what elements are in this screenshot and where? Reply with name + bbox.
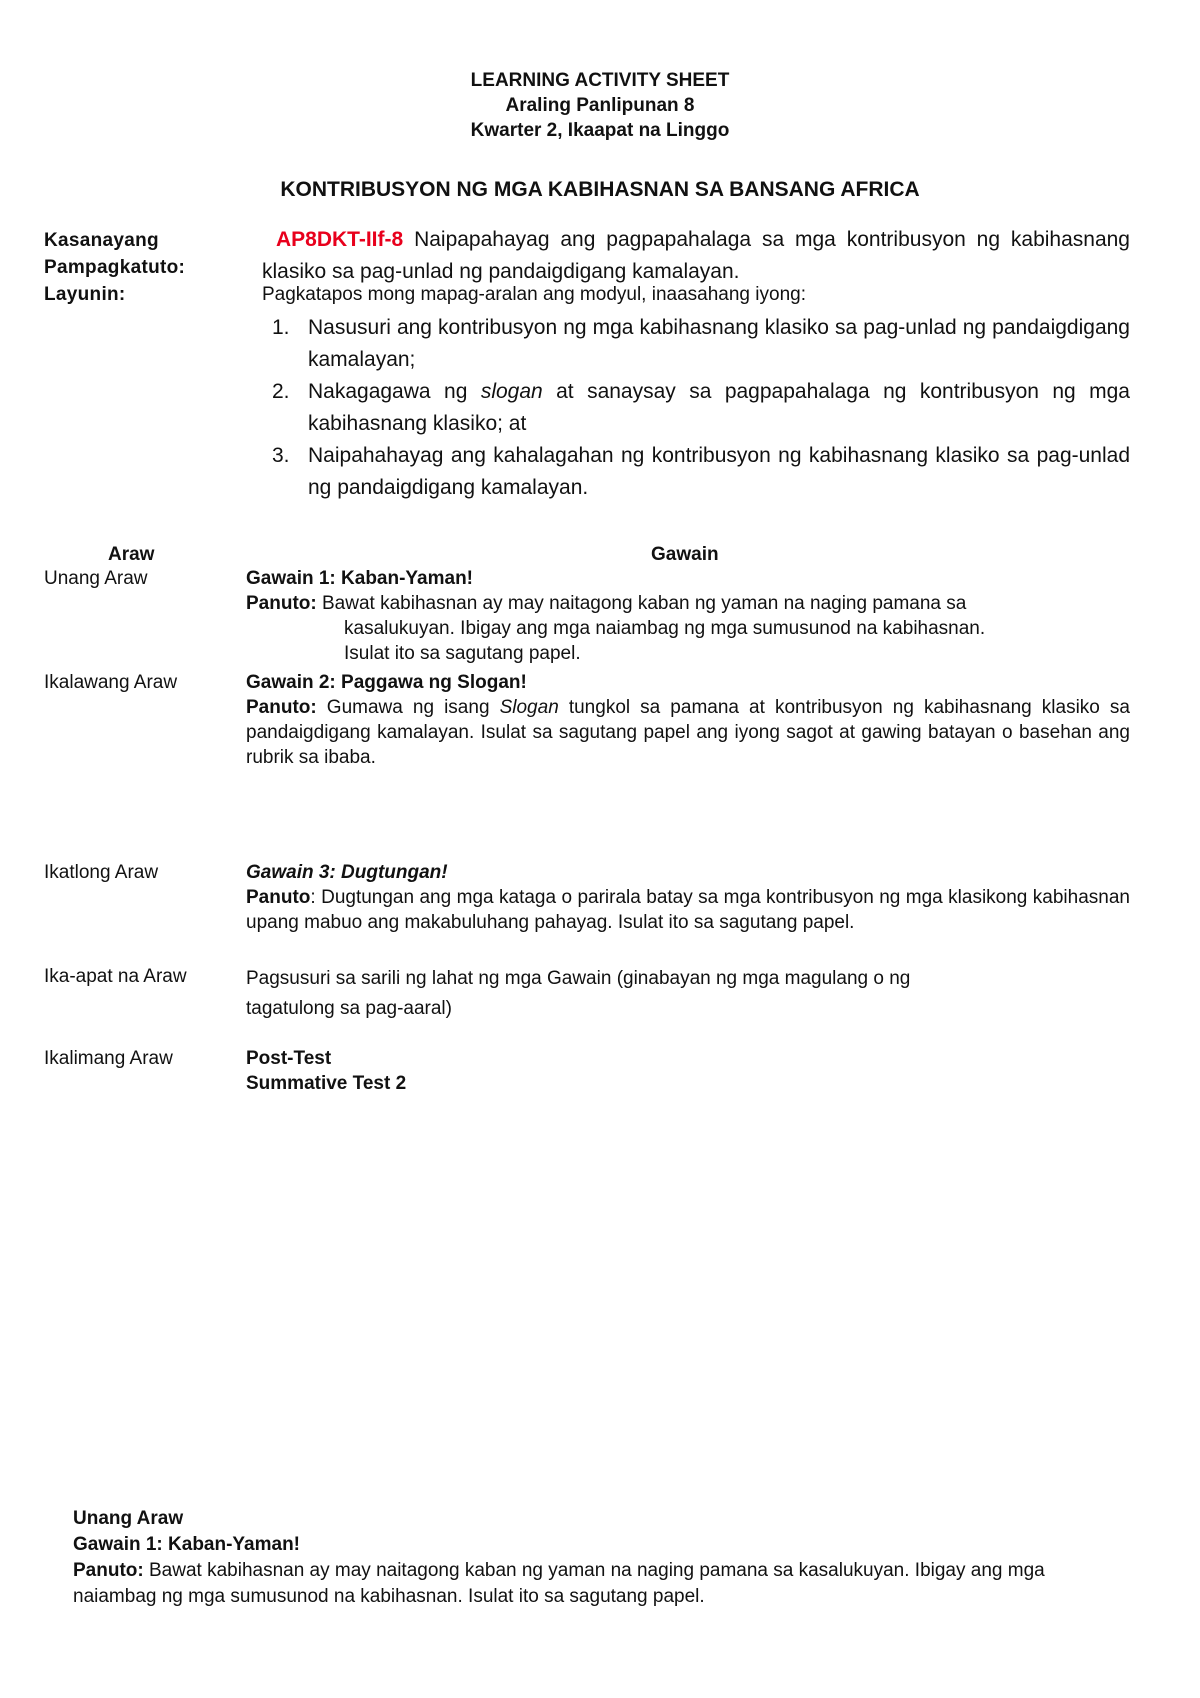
column-header-activity: Gawain <box>651 544 719 565</box>
day-label: Ikatlong Araw <box>44 862 159 883</box>
day-label: Ikalimang Araw <box>44 1048 173 1069</box>
day-one-section <box>73 1506 1130 1610</box>
activity-text: Pagsusuri sa sarili ng lahat ng mga Gawain (ginabayan ng mga magulang o ng <box>246 968 911 989</box>
competency-code: AP8DKT-IIf-8 <box>276 228 404 251</box>
activity-title: Gawain 2: Paggawa ng Slogan! <box>246 672 527 693</box>
label-layunin: Layunin: <box>44 284 126 305</box>
activity-block <box>246 964 1130 1024</box>
activity-instructions: Panuto: Gumawa ng isang Slogan tungkol sa pamana at kontribusyon ng kabihasnang klasiko sa pandaigdigang kamalayan. Isulat sa sagutang papel ang iyong sagot at gawing batayan o basehan ang rubrik sa ibaba. <box>246 697 1130 768</box>
objective-number: 1. <box>272 316 290 339</box>
slogan-emphasis: slogan <box>480 380 543 403</box>
activity-instructions: Panuto: Bawat kabihasnan ay may naitagong kaban ng yaman na naging pamana sa <box>246 593 967 614</box>
day-label: Ika-apat na Araw <box>44 966 187 987</box>
activity-instructions: Panuto: Dugtungan ang mga kataga o parirala batay sa mga kontribusyon ng mga klasikong kabihasnan upang mabuo ang makabuluhang pahayag. Isulat ito sa sagutang papel. <box>246 887 1130 933</box>
summative-test-label: Summative Test 2 <box>246 1073 407 1094</box>
day-label: Unang Araw <box>44 568 148 589</box>
objective-number: 3. <box>272 444 290 467</box>
objective-text: Naipahahayag ang kahalagahan ng kontribusyon ng kabihasnang klasiko sa pag-unlad ng pandaigdigang kamalayan. <box>308 444 1130 499</box>
objective-number: 2. <box>272 380 290 403</box>
sheet-heading: LEARNING ACTIVITY SHEET <box>470 70 730 91</box>
objective-text: Nakagagawa ng slogan at sanaysay sa pagpapahalaga ng kontribusyon ng mga kabihasnang klasiko; at <box>308 380 1130 435</box>
activity-block <box>246 670 1130 770</box>
activity-title: Gawain 1: Kaban-Yaman! <box>246 568 474 589</box>
column-header-day: Araw <box>108 544 155 565</box>
day-label: Ikalawang Araw <box>44 672 178 693</box>
objectives-intro: Pagkatapos mong mapag-aralan ang modyul, inaasahang iyong: <box>262 284 806 305</box>
activity-block <box>246 860 1130 935</box>
post-test-label: Post-Test <box>246 1048 332 1069</box>
objective-text: Nasusuri ang kontribusyon ng mga kabihasnang klasiko sa pag-unlad ng pandaigdigang kamalayan; <box>308 316 1130 371</box>
subject-line: Araling Panlipunan 8 <box>505 95 695 116</box>
lesson-title: KONTRIBUSYON NG MGA KABIHASNAN SA BANSANG AFRICA <box>280 178 920 201</box>
competency-text: Naipapahayag ang pagpapahalaga sa mga kontribusyon ng kabihasnang klasiko sa pag-unlad ng pandaigdigang kamalayan. <box>262 228 1130 283</box>
quarter-week-line: Kwarter 2, Ikaapat na Linggo <box>470 120 730 141</box>
slogan-emphasis: Slogan <box>499 697 559 718</box>
section-instructions: Panuto: Bawat kabihasnan ay may naitagong kaban ng yaman na naging pamana sa kasalukuyan. Ibigay ang mga naiambag ng mga sumusunod na kabihasnan. Isulat ito sa sagutang papel. <box>73 1560 1045 1607</box>
competency-statement <box>262 224 1130 288</box>
activity-block: Gawain 1: Kaban-Yaman! Panuto: Bawat kabihasnan ay may naitagong kaban ng yaman na naging pamana sa kasalukuyan. Ibigay ang mga naiambag ng mga sumusunod na kabihasnan. Isulat ito sa sagutang papel. <box>246 566 1130 666</box>
activity-text: tagatulong sa pag-aaral) <box>246 998 452 1019</box>
section-day-label: Unang Araw <box>73 1508 184 1529</box>
section-activity-title: Gawain 1: Kaban-Yaman! <box>73 1534 301 1555</box>
label-pampagkatuto: Pampagkatuto: <box>44 257 186 278</box>
label-kasanayang: Kasanayang <box>44 230 159 251</box>
activity-block <box>246 1046 1130 1096</box>
activity-title: Gawain 3: Dugtungan! <box>246 862 448 883</box>
